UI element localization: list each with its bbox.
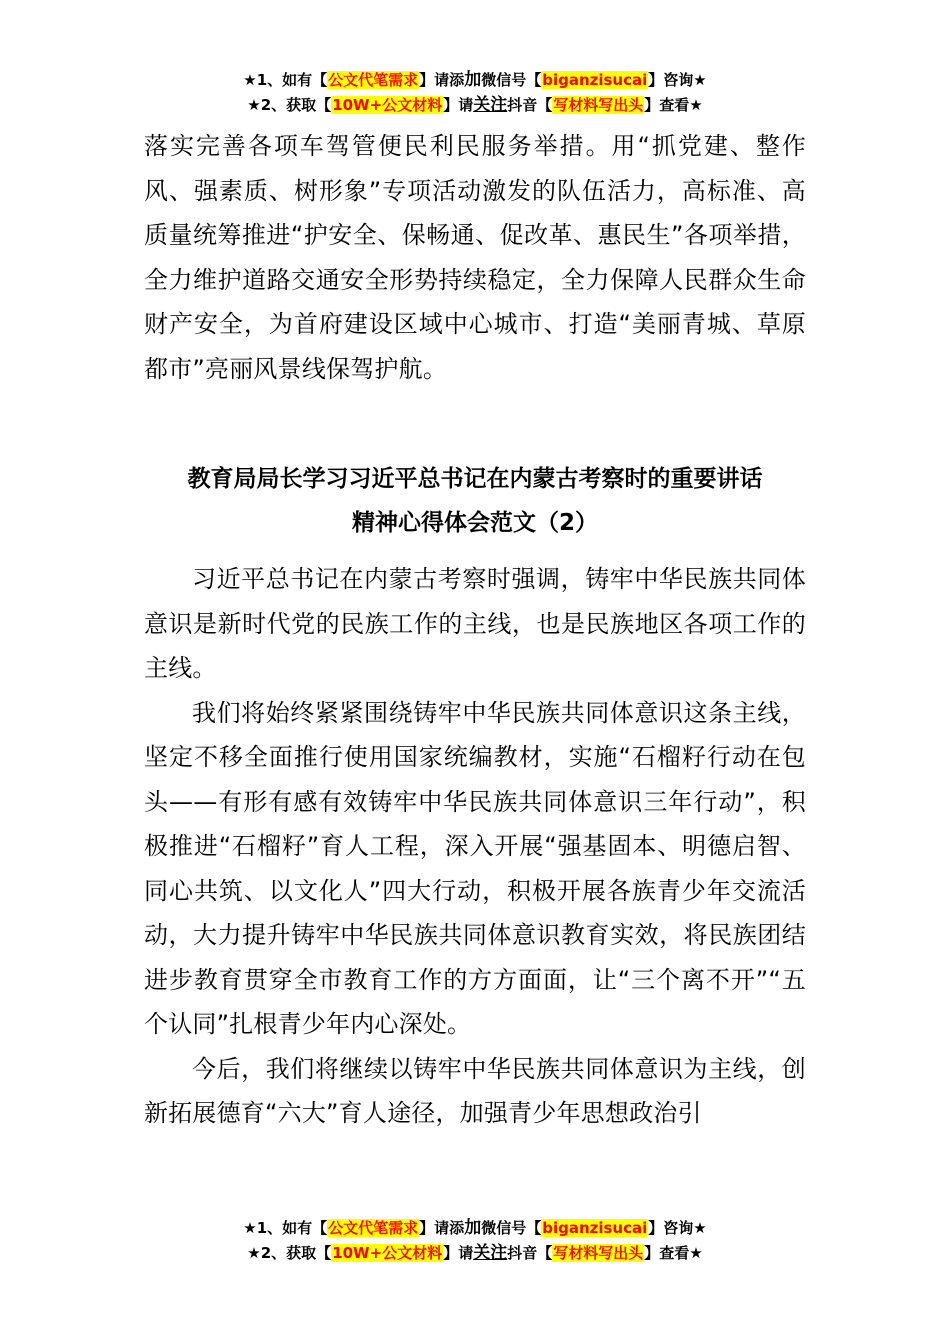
highlight-wechat-id: biganzisucai <box>542 1219 648 1237</box>
banner-text: 】查看★ <box>644 1244 703 1262</box>
banner-text-emphasis: 加 <box>464 70 482 90</box>
banner-line-2 <box>0 1241 950 1266</box>
continuation-paragraph: 落实完善各项车驾管便民利民服务举措。用“抓党建、整作风、强素质、树形象”专项活动激发的队伍活力，高标准、高质量统筹推进“护安全、保畅通、促改革、惠民生”各项举措，全力维护道路交通安全形势持续稳定，全力保障人民群众生命财产安全，为首府建设区域中心城市、打造“美丽青城、草原都市”亮丽风景线保驾护航。 <box>144 132 806 383</box>
banner-text: 】咨询★ <box>648 1219 707 1237</box>
banner-text: 】请 <box>443 96 474 114</box>
highlight-ghostwriting: 公文代笔需求 <box>328 71 419 89</box>
highlight-materials: 10W+公文材料 <box>332 96 443 114</box>
banner-text: 】咨询★ <box>648 71 707 89</box>
paragraph: 我们将始终紧紧围绕铸牢中华民族共同体意识这条主线，坚定不移全面推行使用国家统编教材，实施“石榴籽行动在包头——有形有感有效铸牢中华民族共同体意识三年行动”，积极推进“石榴籽”育人工程，深入开展“强基固本、明德启智、同心共筑、以文化人”四大行动，积极开展各族青少年交流活动，大力提升铸牢中华民族共同体意识教育实效，将民族团结进步教育贯穿全市教育工作的方方面面，让“三个离不开”“五个认同”扎根青少年内心深处。 <box>144 698 806 1038</box>
banner-text: 微信号【 <box>481 71 542 89</box>
continuation-block <box>144 124 806 391</box>
highlight-materials: 10W+公文材料 <box>332 1244 443 1262</box>
banner-text: 】请添 <box>419 71 465 89</box>
banner-text-emphasis: 关注 <box>473 95 508 115</box>
banner-text-emphasis: 加 <box>464 1218 482 1238</box>
footer-banner <box>0 1216 950 1266</box>
header-banner <box>0 68 950 118</box>
banner-text: 】请添 <box>419 1219 465 1237</box>
star-icon: ★ <box>247 1244 261 1262</box>
banner-text: 】请 <box>443 1244 474 1262</box>
article-title <box>144 457 806 545</box>
star-icon: ★ <box>243 1219 257 1237</box>
banner-text: 2、获取【 <box>260 1244 332 1262</box>
highlight-wechat-id: biganzisucai <box>542 71 648 89</box>
paragraph: 今后，我们将继续以铸牢中华民族共同体意识为主线，创新拓展德育“六大”育人途径，加强青少年思想政治引 <box>144 1054 806 1127</box>
banner-text: 1、如有【 <box>256 71 328 89</box>
star-icon: ★ <box>243 71 257 89</box>
banner-text: 微信号【 <box>481 1219 542 1237</box>
title-line-1: 教育局局长学习习近平总书记在内蒙古考察时的重要讲话 <box>187 466 763 492</box>
banner-text-emphasis: 关注 <box>473 1243 508 1263</box>
highlight-douyin: 写材料写出头 <box>553 96 644 114</box>
highlight-douyin: 写材料写出头 <box>553 1244 644 1262</box>
banner-line-1 <box>0 1216 950 1241</box>
banner-text: 2、获取【 <box>260 96 332 114</box>
title-line-2: 精神心得体会范文（2） <box>351 510 598 536</box>
star-icon: ★ <box>247 96 261 114</box>
banner-text: 抖音【 <box>507 96 553 114</box>
highlight-ghostwriting: 公文代笔需求 <box>328 1219 419 1237</box>
banner-line-2 <box>0 93 950 118</box>
banner-line-1 <box>0 68 950 93</box>
banner-text: 1、如有【 <box>256 1219 328 1237</box>
banner-text: 抖音【 <box>507 1244 553 1262</box>
article-body <box>144 557 806 1136</box>
paragraph: 习近平总书记在内蒙古考察时强调，铸牢中华民族共同体意识是新时代党的民族工作的主线，也是民族地区各项工作的主线。 <box>144 565 806 682</box>
banner-text: 】查看★ <box>644 96 703 114</box>
